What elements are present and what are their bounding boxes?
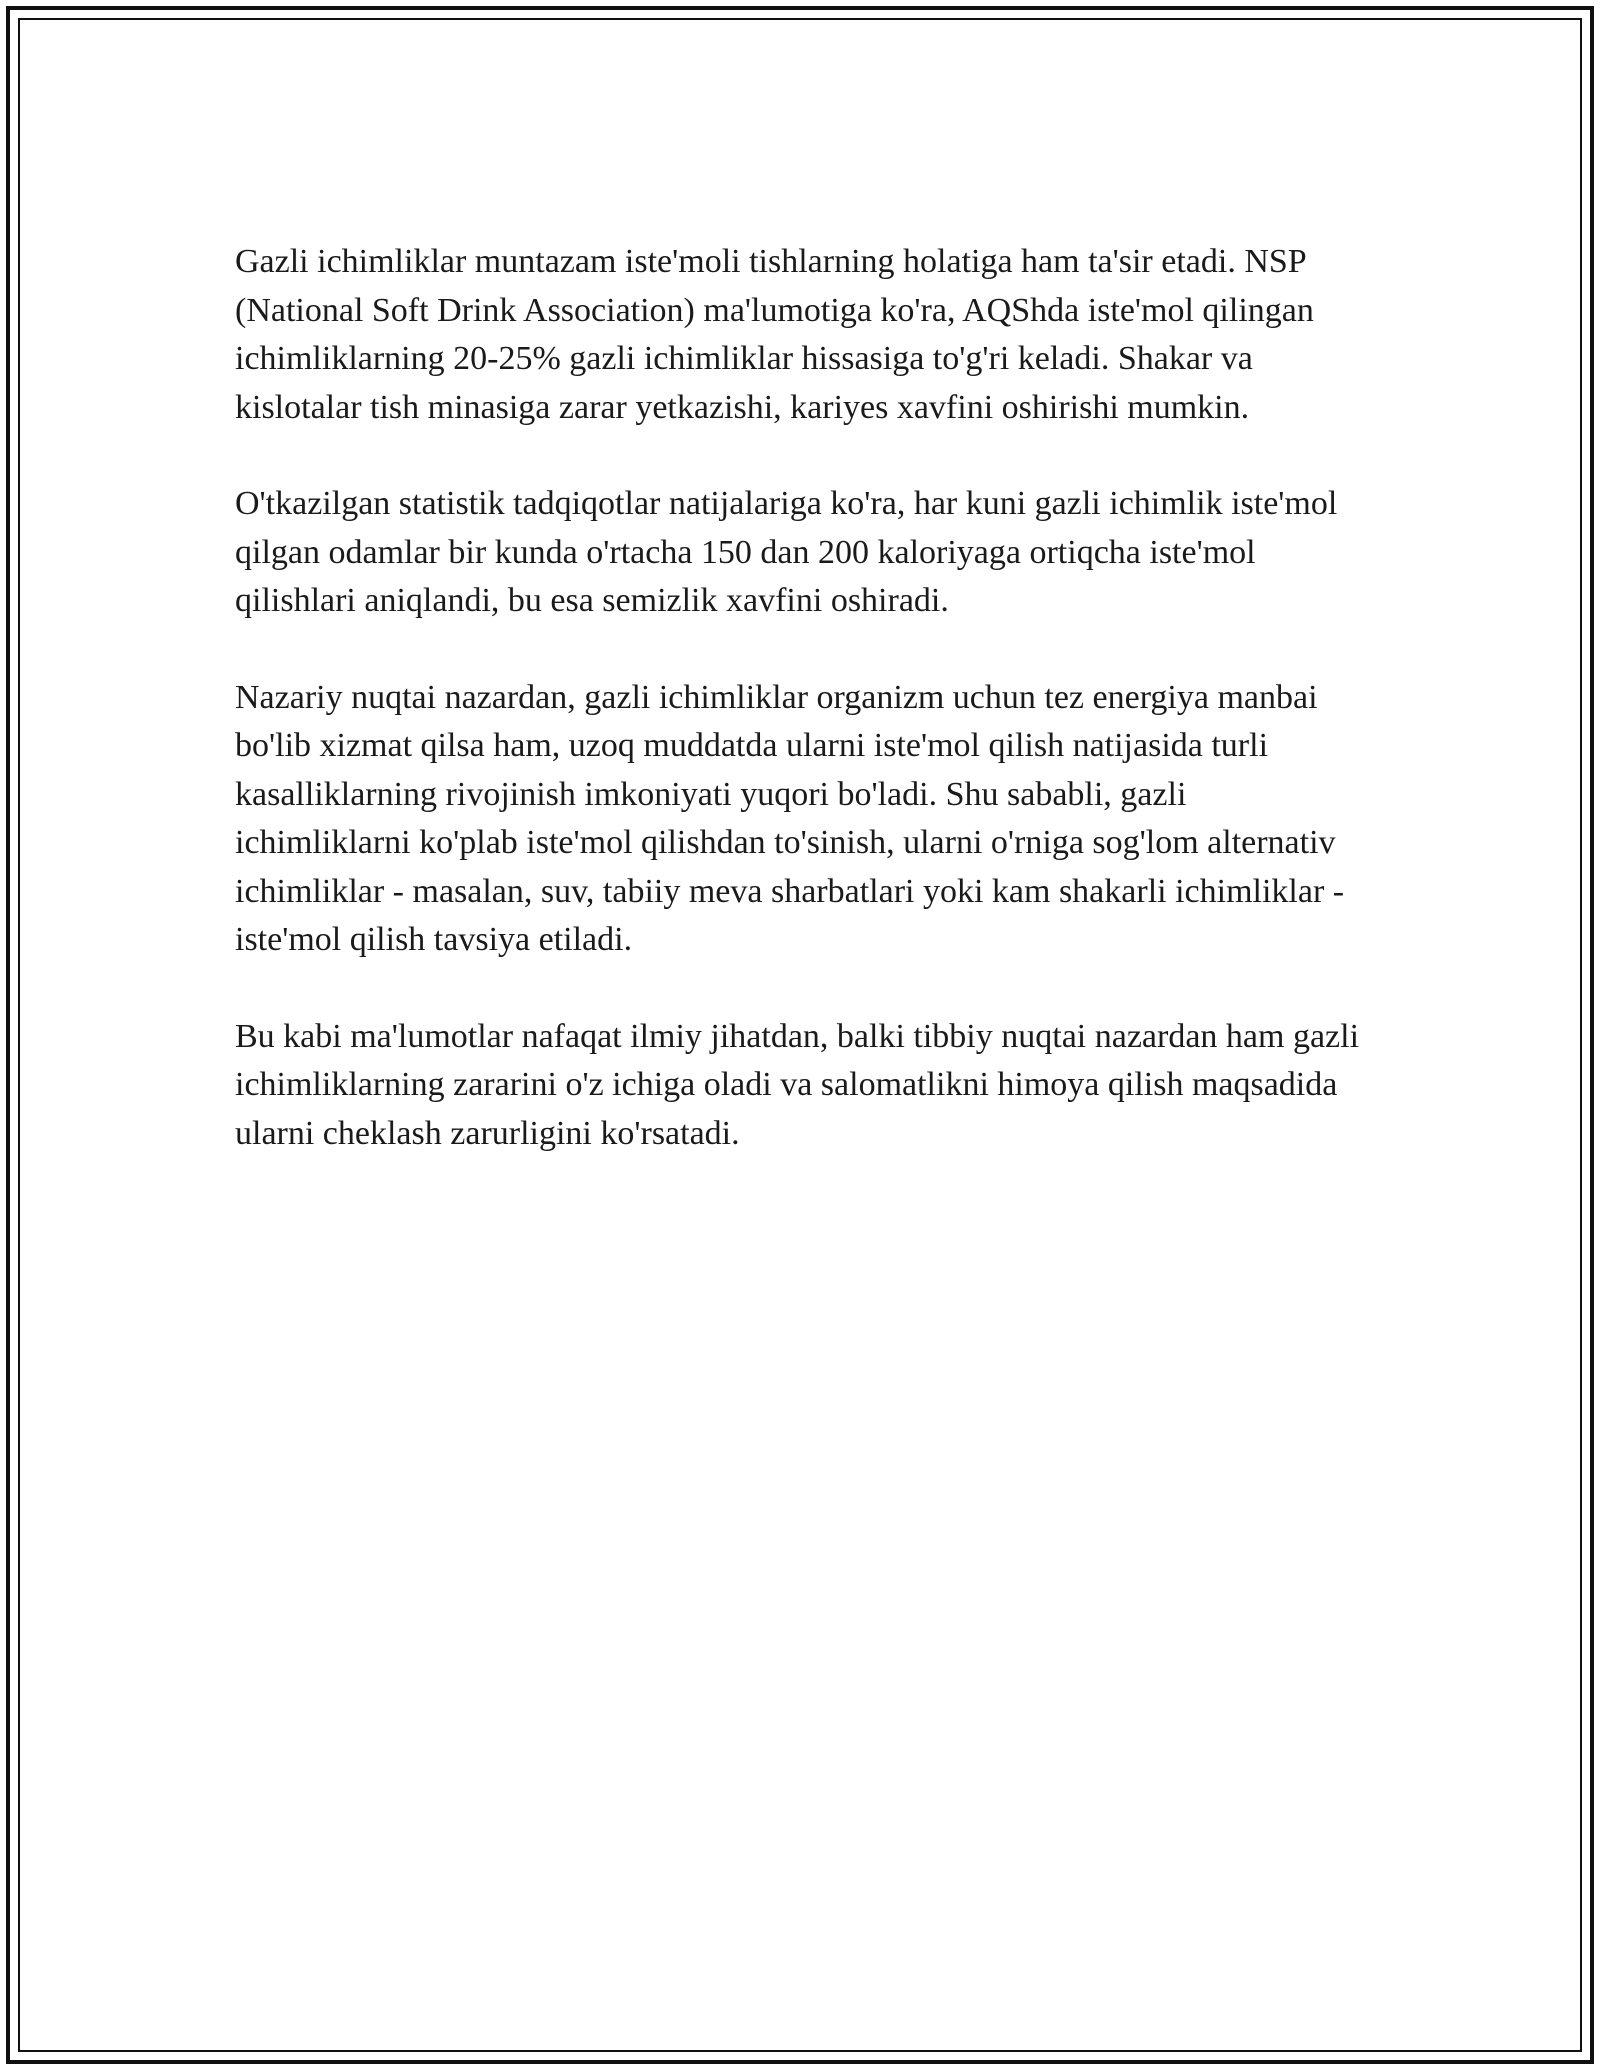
paragraph-3: Nazariy nuqtai nazardan, gazli ichimliklar organizm uchun tez energiya manbai bo'lib xizmat qilsa ham, uzoq muddatda ularni iste'mol qilish natijasida turli kasalliklarning rivojinish imkoniyati yuqori bo'ladi. Shu sababli, gazli ichimliklarni ko'plab iste'mol qilishdan to'sinish, ularni o'rniga sog'lom alternativ ichimliklar - masalan, suv, tabiiy meva sharbatlari yoki kam shakarli ichimliklar - iste'mol qilish tavsiya etiladi.	[235, 678, 1345, 958]
paragraph-4: Bu kabi ma'lumotlar nafaqat ilmiy jihatdan, balki tibbiy nuqtai nazardan ham gazli ichimliklarning zararini o'z ichiga oladi va salomatlikni himoya qilish maqsadida ularni cheklash zarurligini ko'rsatadi.	[235, 1017, 1360, 1152]
paragraph-1: Gazli ichimliklar muntazam iste'moli tishlarning holatiga ham ta'sir etadi. NSP (National Soft Drink Association) ma'lumotiga ko'ra, AQShda iste'mol qilingan ichimliklarning 20-25% gazli ichimliklar hissasiga to'g'ri keladi. Shakar va kislotalar tish minasiga zarar yetkazishi, kariyes xavfini oshirishi mumkin.	[235, 243, 1314, 426]
paragraph-2: O'tkazilgan statistik tadqiqotlar natijalariga ko'ra, har kuni gazli ichimlik iste'mol qilgan odamlar bir kunda o'rtacha 150 dan 200 kaloriyaga ortiqcha iste'mol qilishlari aniqlandi, bu esa semizlik xavfini oshiradi.	[235, 485, 1338, 619]
document-body	[235, 238, 1365, 1206]
